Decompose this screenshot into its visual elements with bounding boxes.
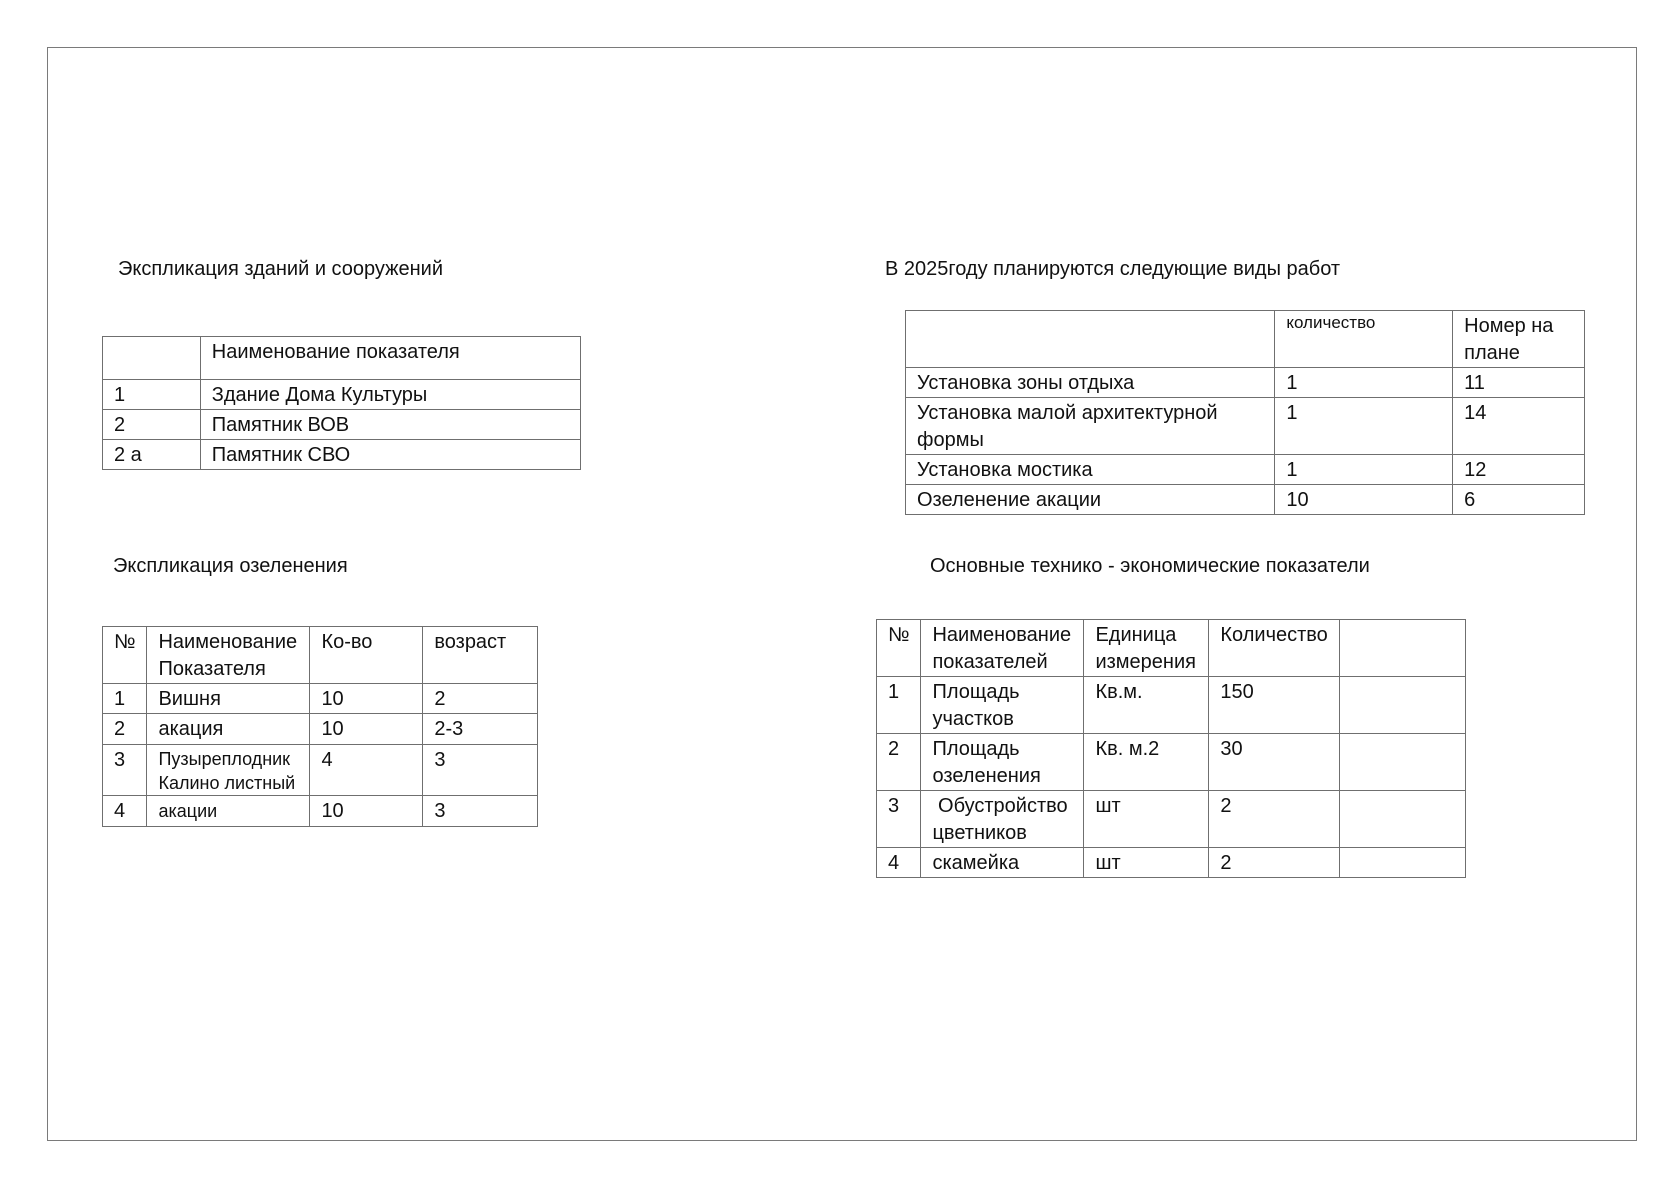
table-cell [1340, 791, 1466, 848]
table-cell: 11 [1453, 368, 1585, 398]
header-cell: Ко-во [310, 627, 423, 684]
table-cell: 4 [877, 848, 921, 878]
table-row [103, 380, 581, 410]
header-cell: количество [1275, 311, 1453, 368]
table-cell: 3 [877, 791, 921, 848]
table-cell: акация [147, 714, 310, 745]
buildings-title: Экспликация зданий и сооружений [118, 258, 444, 280]
works-title: В 2025году планируются следующие виды работ [885, 258, 1341, 280]
header-cell [906, 311, 1275, 368]
table-cell: Вишня [147, 684, 310, 714]
table-cell: Кв.м. [1084, 677, 1209, 734]
table-row [877, 791, 1466, 848]
table-cell: 10 [310, 684, 423, 714]
header-cell: Наименование Показателя [147, 627, 310, 684]
table-header-row [906, 311, 1585, 368]
header-cell: Количество [1209, 620, 1340, 677]
header-cell: № [877, 620, 921, 677]
table-header-row [103, 627, 538, 684]
table-cell [1340, 677, 1466, 734]
table-cell: Площадь участков [921, 677, 1084, 734]
page-frame [47, 47, 1637, 1141]
table-cell: Площадь озеленения [921, 734, 1084, 791]
header-cell: Наименование показателей [921, 620, 1084, 677]
indicators-title: Основные технико - экономические показатели [930, 555, 1370, 577]
table-cell: 1 [877, 677, 921, 734]
buildings-table [102, 336, 581, 470]
table-cell: 2-3 [423, 714, 538, 745]
table-cell: акации [147, 796, 310, 827]
table-cell: 2 [877, 734, 921, 791]
table-cell: 10 [1275, 485, 1453, 515]
table-cell: Памятник СВО [200, 440, 580, 470]
table-row [877, 677, 1466, 734]
table-row [906, 398, 1585, 455]
table-row [877, 734, 1466, 791]
table-cell: 1 [1275, 368, 1453, 398]
table-cell: 2 [103, 410, 201, 440]
greening-table [102, 626, 538, 827]
table-row [103, 796, 538, 827]
table-cell: 4 [310, 745, 423, 796]
table-row [906, 368, 1585, 398]
table-cell: Пузыреплодник Калино листный [147, 745, 310, 796]
table-cell [1340, 734, 1466, 791]
header-cell [1340, 620, 1466, 677]
table-cell: 1 [1275, 455, 1453, 485]
table-cell: 12 [1453, 455, 1585, 485]
table-cell: 2 [1209, 848, 1340, 878]
header-cell: Единица измерения [1084, 620, 1209, 677]
table-cell: Памятник ВОВ [200, 410, 580, 440]
table-cell [1340, 848, 1466, 878]
table-row [103, 684, 538, 714]
table-cell: Обустройство цветников [921, 791, 1084, 848]
table-cell: 10 [310, 714, 423, 745]
header-cell: возраст [423, 627, 538, 684]
table-header-row [877, 620, 1466, 677]
table-row [103, 410, 581, 440]
table-cell: 3 [103, 745, 147, 796]
table-cell: Установка мостика [906, 455, 1275, 485]
table-cell: Кв. м.2 [1084, 734, 1209, 791]
table-row [103, 440, 581, 470]
table-cell: 3 [423, 745, 538, 796]
table-cell: Здание Дома Культуры [200, 380, 580, 410]
table-cell: шт [1084, 791, 1209, 848]
table-row [906, 485, 1585, 515]
table-cell: 2 а [103, 440, 201, 470]
table-cell: 14 [1453, 398, 1585, 455]
table-cell: 30 [1209, 734, 1340, 791]
table-cell: 150 [1209, 677, 1340, 734]
header-cell: Наименование показателя [200, 337, 580, 380]
table-cell: 6 [1453, 485, 1585, 515]
table-cell: 1 [1275, 398, 1453, 455]
table-row [877, 848, 1466, 878]
greening-title: Экспликация озеленения [113, 555, 348, 577]
header-cell: Номер на плане [1453, 311, 1585, 368]
table-cell: Установка малой архитектурной формы [906, 398, 1275, 455]
table-cell: шт [1084, 848, 1209, 878]
table-header-row [103, 337, 581, 380]
table-cell: 10 [310, 796, 423, 827]
table-cell: скамейка [921, 848, 1084, 878]
table-cell: 2 [423, 684, 538, 714]
table-cell: 1 [103, 684, 147, 714]
indicators-table [876, 619, 1466, 878]
table-cell: Установка зоны отдыха [906, 368, 1275, 398]
table-row [103, 714, 538, 745]
table-cell: Озеленение акации [906, 485, 1275, 515]
header-cell [103, 337, 201, 380]
works-table [905, 310, 1585, 515]
table-cell: 4 [103, 796, 147, 827]
table-row [103, 745, 538, 796]
table-cell: 1 [103, 380, 201, 410]
table-row [906, 455, 1585, 485]
table-cell: 2 [103, 714, 147, 745]
header-cell: № [103, 627, 147, 684]
table-cell: 2 [1209, 791, 1340, 848]
table-cell: 3 [423, 796, 538, 827]
